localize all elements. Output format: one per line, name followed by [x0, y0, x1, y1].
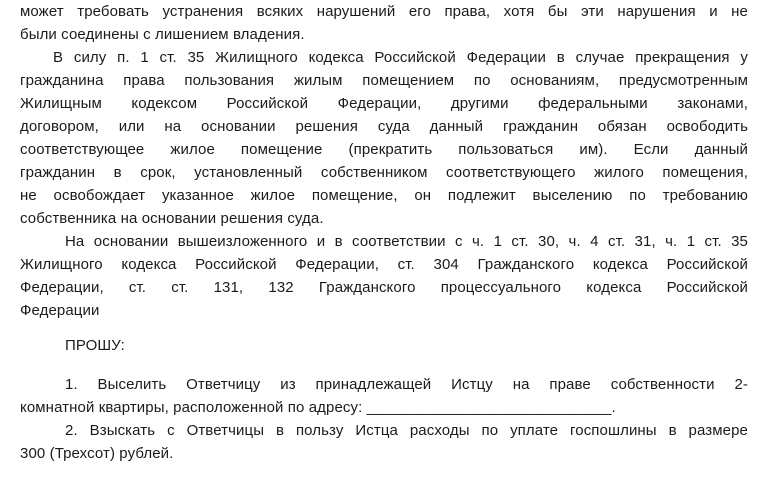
para-housing-code — [20, 46, 748, 230]
text-line: может требовать устранения всяких нарушений его права, хотя бы эти нарушения и не — [20, 3, 748, 20]
text-line: комнатной квартиры, расположенной по адресу: _____________________________. — [20, 399, 616, 416]
text-line: Жилищного кодекса Российской Федерации, ст. 304 Гражданского кодекса Российской — [20, 256, 748, 273]
text-line: Федерации, ст. ст. 131, 132 Гражданского процессуального кодекса Российской — [20, 279, 748, 296]
text-line: Жилищным кодексом Российской Федерации, другими федеральными законами, — [20, 95, 748, 112]
para-legal-grounds — [20, 230, 748, 322]
text-line: не освобождает указанное жилое помещение, он подлежит выселению по требованию — [20, 187, 748, 204]
text-line: На основании вышеизложенного и в соответствии с ч. 1 ст. 30, ч. 4 ст. 31, ч. 1 ст. 35 — [65, 233, 748, 250]
text-line: В силу п. 1 ст. 35 Жилищного кодекса Российской Федерации в случае прекращения у — [53, 49, 748, 66]
document-body — [20, 0, 748, 465]
prayer-heading — [20, 334, 748, 357]
claim-item-2 — [20, 419, 748, 465]
para-negatory-claim — [20, 0, 748, 46]
text-line: были соединены с лишением владения. — [20, 26, 305, 43]
text-line: 1. Выселить Ответчицу из принадлежащей Истцу на праве собственности 2- — [65, 376, 748, 393]
claim-item-1 — [20, 373, 748, 419]
text-line: гражданин в срок, установленный собственником соответствующего жилого помещения, — [20, 164, 748, 181]
text-line: 300 (Трехсот) рублей. — [20, 445, 174, 462]
text-line: договором, или на основании решения суда данный гражданин обязан освободить — [20, 118, 748, 135]
text-line: собственника на основании решения суда. — [20, 210, 324, 227]
text-line: Федерации — [20, 302, 100, 319]
text-line: соответствующее жилое помещение (прекратить пользоваться им). Если данный — [20, 141, 748, 158]
text-line: гражданина права пользования жилым помещением по основаниям, предусмотренным — [20, 72, 748, 89]
text-line: 2. Взыскать с Ответчицы в пользу Истца расходы по уплате госпошлины в размере — [65, 422, 748, 439]
text-line: ПРОШУ: — [65, 337, 125, 354]
